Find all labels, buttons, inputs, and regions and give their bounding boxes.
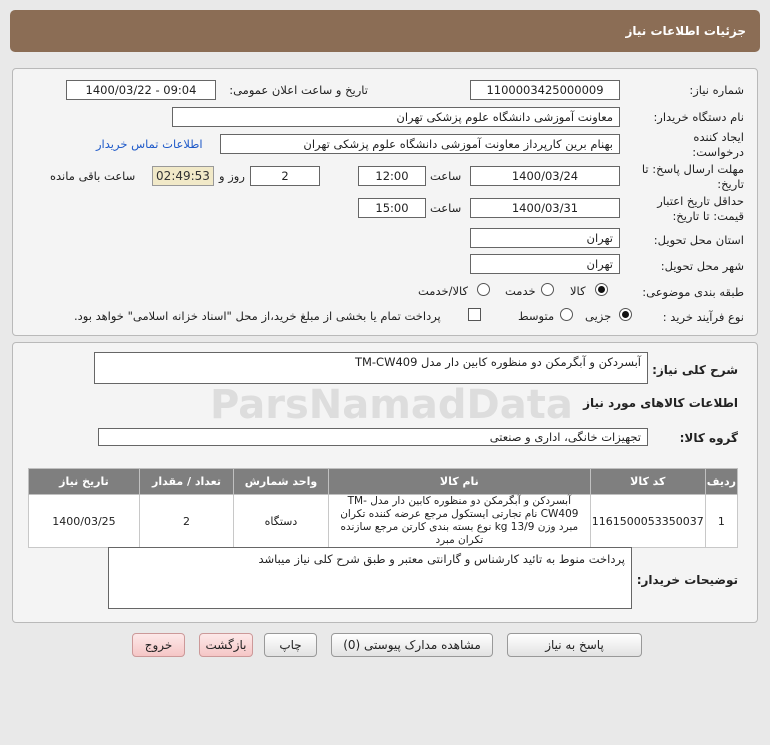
reply-time-field: 12:00	[358, 166, 426, 186]
process-radio-medium[interactable]	[560, 308, 573, 321]
cell-code: 1161500053350037	[590, 495, 705, 548]
reply-deadline-label: مهلت ارسال پاسخ: تا تاریخ:	[641, 162, 744, 191]
goods-group-field: تجهیزات خانگی، اداری و صنعتی	[98, 428, 648, 446]
buyer-org-label: نام دستگاه خریدار:	[653, 110, 744, 124]
announce-datetime-field: 1400/03/22 - 09:04	[66, 80, 216, 100]
buyer-contact-link[interactable]: اطلاعات تماس خریدار	[96, 137, 203, 151]
category-option-goods-service: کالا/خدمت	[418, 284, 469, 298]
validity-date-field: 1400/03/31	[470, 198, 620, 218]
col-name: نام کالا	[328, 469, 590, 495]
purchase-process-label: نوع فرآیند خرید :	[662, 310, 744, 324]
delivery-city-field: تهران	[470, 254, 620, 274]
reply-time-label: ساعت	[430, 169, 462, 183]
treasury-payment-note: پرداخت تمام یا بخشی از مبلغ خرید،از محل "اسناد خزانه اسلامی" خواهد بود.	[74, 309, 441, 323]
cell-unit: دستگاه	[234, 495, 329, 548]
buyer-org-field: معاونت آموزشی دانشگاه علوم پزشکی تهران	[172, 107, 620, 127]
table-row	[29, 495, 738, 548]
general-description-field: آبسردکن و آبگرمکن دو منظوره کابین دار مدل TM-CW409	[94, 352, 648, 384]
cell-date: 1400/03/25	[29, 495, 140, 548]
validity-time-field: 15:00	[358, 198, 426, 218]
process-option-minor: جزیی	[585, 309, 612, 323]
col-row: ردیف	[705, 469, 737, 495]
process-option-medium: متوسط	[518, 309, 555, 323]
category-option-service: خدمت	[505, 284, 536, 298]
back-button[interactable]: بازگشت	[199, 633, 253, 657]
request-creator-field: بهنام برین کارپرداز معاونت آموزشی دانشگاه علوم پزشکی تهران	[220, 134, 620, 154]
col-unit: واحد شمارش	[234, 469, 329, 495]
cell-qty: 2	[139, 495, 233, 548]
attachments-button[interactable]: مشاهده مدارک پیوستی (0)	[331, 633, 493, 657]
announce-datetime-label: تاریخ و ساعت اعلان عمومی:	[229, 83, 368, 97]
col-code: کد کالا	[590, 469, 705, 495]
cell-name: آبسردکن و آبگرمکن دو منظوره کابین دار مدل TM-CW409 نام تجارتی ایستکول مرجع عرضه کننده تکران مبرد وزن 13/9 kg نوع بسته بندی کارتن مرجع سازنده تکران مبرد	[328, 495, 590, 548]
reply-button[interactable]: پاسخ به نیاز	[507, 633, 642, 657]
page-header	[10, 10, 760, 52]
validity-time-label: ساعت	[430, 201, 462, 215]
days-remaining-field: 2	[250, 166, 320, 186]
watermark-text: ParsNamadData	[210, 382, 573, 428]
price-validity-label: حداقل تاریخ اعتبار قیمت: تا تاریخ:	[657, 194, 744, 223]
treasury-payment-checkbox[interactable]	[468, 308, 481, 321]
col-qty: تعداد / مقدار	[139, 469, 233, 495]
goods-table-header	[29, 469, 738, 495]
buyer-notes-field: پرداخت منوط به تائید کارشناس و گارانتی معتبر و طبق شرح کلی نیاز میباشد	[108, 547, 632, 609]
delivery-city-label: شهر محل تحویل:	[660, 259, 744, 273]
delivery-province-label: استان محل تحویل:	[653, 233, 744, 247]
days-label: روز و	[219, 169, 245, 183]
category-radio-goods-service[interactable]	[477, 283, 490, 296]
print-button[interactable]: چاپ	[264, 633, 317, 657]
request-creator-label: ایجاد کننده درخواست:	[692, 130, 744, 159]
goods-table	[28, 468, 738, 548]
goods-group-label: گروه کالا:	[679, 431, 738, 445]
reply-date-field: 1400/03/24	[470, 166, 620, 186]
page-title: جزئیات اطلاعات نیاز	[625, 24, 746, 38]
need-number-label: شماره نیاز:	[689, 83, 744, 97]
exit-button[interactable]: خروج	[132, 633, 185, 657]
general-description-label: شرح کلی نیاز:	[652, 363, 738, 377]
goods-info-title: اطلاعات کالاهای مورد نیاز	[583, 396, 738, 410]
buyer-notes-label: توضیحات خریدار:	[636, 573, 738, 587]
countdown-timer: 02:49:53	[152, 166, 214, 186]
need-number-field: 1100003425000009	[470, 80, 620, 100]
category-radio-service[interactable]	[541, 283, 554, 296]
process-radio-minor[interactable]	[619, 308, 632, 321]
col-date: تاریخ نیاز	[29, 469, 140, 495]
category-label: طبقه بندی موضوعی:	[642, 285, 744, 299]
remaining-hours-label: ساعت باقی مانده	[50, 169, 136, 183]
cell-row: 1	[705, 495, 737, 548]
delivery-province-field: تهران	[470, 228, 620, 248]
category-option-goods: کالا	[570, 284, 586, 298]
category-radio-goods[interactable]	[595, 283, 608, 296]
